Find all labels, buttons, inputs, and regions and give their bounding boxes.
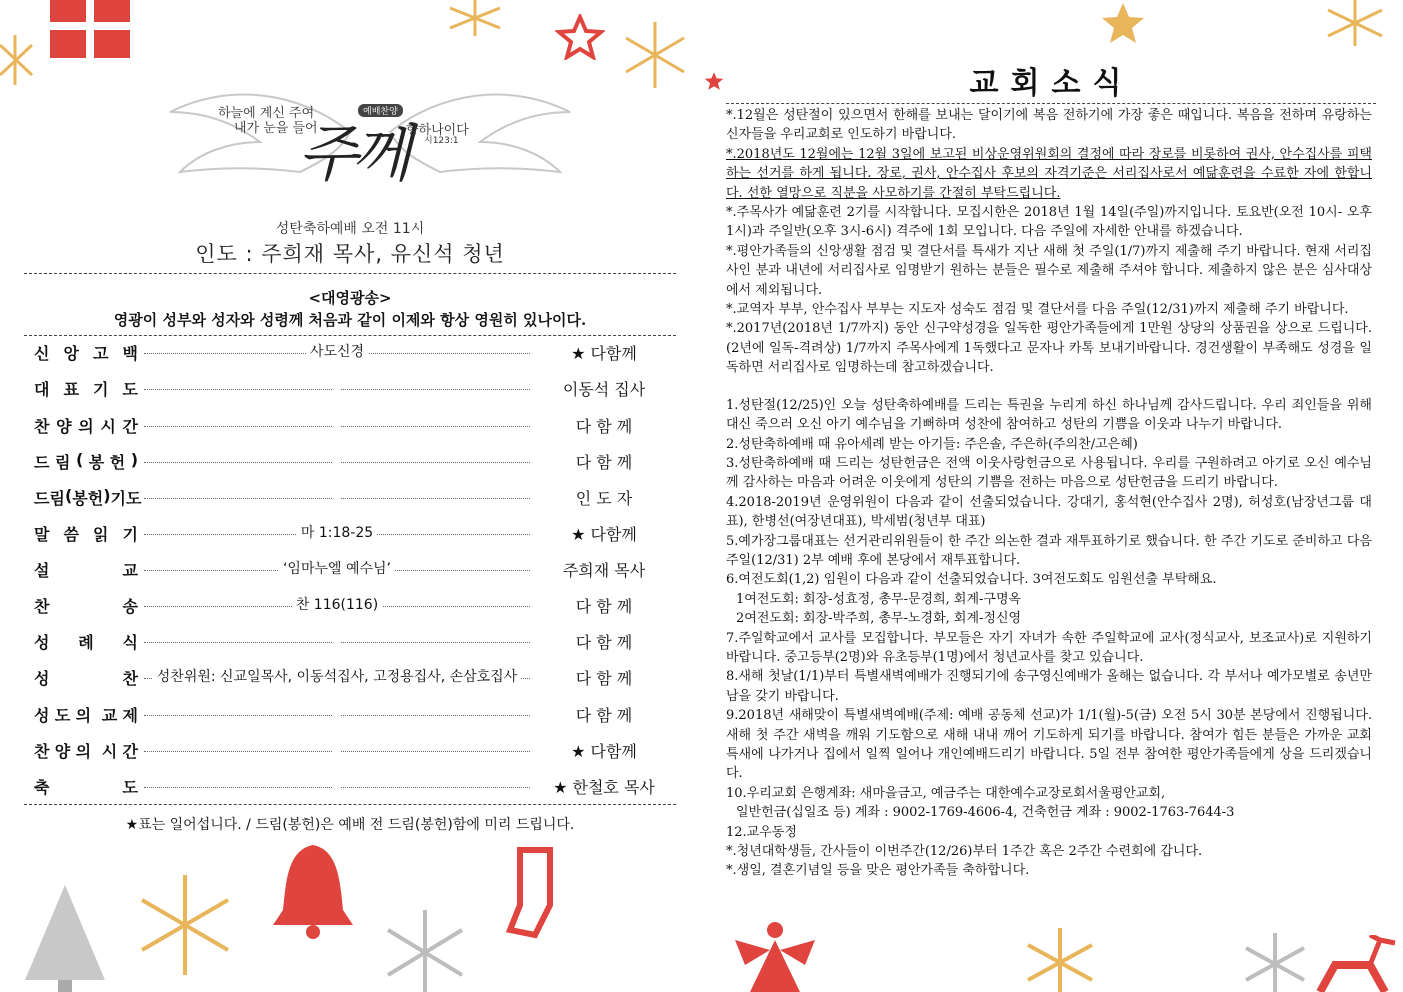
order-detail bbox=[144, 522, 530, 542]
order-row bbox=[34, 522, 674, 552]
divider bbox=[726, 103, 1376, 104]
order-detail bbox=[144, 341, 530, 361]
motto-line2: 내가 눈을 들어 bbox=[234, 121, 318, 136]
news-item: 2여전도회: 회장-박주희, 총무-노경화, 회계-정신영 bbox=[736, 611, 1022, 627]
order-responsible: 인 도 자 bbox=[575, 489, 633, 508]
order-detail bbox=[144, 666, 530, 686]
order-label: 성 례 식 bbox=[34, 633, 138, 652]
service-time: 성탄축하예배 오전 11시 bbox=[275, 221, 425, 237]
news-item: 9.2018년 새해맞이 특별새벽예배(주제: 예배 공동체 선교)가 1/1(월)-5(금) 오전 5시 30분 본당에서 진행됩니다. 새해 첫 주간 새벽을 깨워 기도함으로 새해 내내 깨어 기도하게 되기를 바랍니다. 참여가 힘든 분들은 가까운 교회 특새에 나가거나 집에서 일찍 일어나 개인예배드리기 바랍니다. 5일 전부 참여한 평안가족들에게 상을 드리겠습니다. bbox=[726, 708, 1372, 782]
news-item: 7.주일학교에서 교사를 모집합니다. 부모들은 자기 자녀가 속한 주일학교에 교사(정식교사, 보조교사)로 지원하기 바랍니다. 중고등부(2명)와 유초등부(1명)에서 청년교사를 찾고 있습니다. bbox=[726, 630, 1372, 665]
order-responsible: ★ 다함께 bbox=[571, 525, 637, 544]
footer-note: ★표는 일어섭니다. / 드림(봉헌)은 예배 전 드림(봉헌)함에 미리 드립니다. bbox=[125, 817, 575, 833]
motto-line3: 향하나이다 bbox=[406, 123, 469, 138]
service-lead: 인도 : 주희재 목사, 유신석 청년 bbox=[195, 242, 505, 266]
order-detail-text bbox=[333, 703, 341, 719]
order-label: 성 도 의 교 제 bbox=[34, 706, 138, 725]
order-responsible: 이동석 집사 bbox=[562, 380, 646, 399]
order-row bbox=[34, 558, 674, 588]
order-label: 드 림 ( 봉 헌 ) 기 도 bbox=[34, 486, 142, 508]
order-detail-text bbox=[333, 414, 341, 430]
news-item: *.2018년도 12월에는 12월 3일에 보고된 비상운영위원회의 결정에 따라 장로를 비롯하여 권사, 안수집사를 피택하는 선거를 하게 됩니다. 장로, 권사, 안수집사 후보의 자격기준은 서리집사로서 예닮훈련을 수료한 자에 한합니다. 선한 열망으로 직분을 사모하기를 간절히 부탁드립니다. bbox=[726, 146, 1372, 201]
doxology-title: <대영광송> bbox=[308, 289, 392, 307]
order-row bbox=[34, 775, 674, 805]
order-detail bbox=[144, 775, 530, 791]
order-detail bbox=[144, 377, 530, 393]
news-list bbox=[726, 106, 1372, 881]
order-detail-text: 마 1:18-25 bbox=[297, 525, 377, 541]
church-news-page bbox=[700, 0, 1403, 992]
order-responsible: 다 함 께 bbox=[575, 597, 633, 616]
order-row bbox=[34, 377, 674, 407]
news-item: *.12월은 성탄절이 있으면서 한해를 보내는 달이기에 복음 전하기에 가장 좋은 때입니다. 복음을 전하며 유랑하는 신자들을 우리교회로 인도하기 바랍니다. bbox=[726, 108, 1372, 143]
logo-text: 주께 bbox=[298, 117, 406, 190]
order-label: 말 씀 읽 기 bbox=[34, 525, 138, 544]
divider bbox=[24, 804, 676, 805]
order-detail bbox=[144, 558, 530, 578]
order-detail bbox=[144, 630, 530, 646]
news-item: *.교역자 부부, 안수집사 부부는 지도자 성숙도 점검 및 결단서를 다음 주일(12/31)까지 제출해 주기 바랍니다. bbox=[726, 302, 1349, 318]
order-detail bbox=[144, 450, 530, 466]
motto-line1: 하늘에 계신 주여 bbox=[218, 106, 315, 121]
worship-order-page bbox=[0, 0, 700, 992]
news-item: 1.성탄절(12/25)인 오늘 성탄축하예배를 드리는 특권을 누리게 하신 하나님께 감사드립니다. 우리 죄인들을 위해 대신 죽으러 오신 아기 예수님을 기뻐하며 성찬에 참여하고 성탄의 기쁨을 이웃과 나누기 바랍니다. bbox=[726, 397, 1372, 433]
news-item: *.주목사가 예닮훈련 2기를 시작합니다. 모집시한은 2018년 1월 14일(주일)까지입니다. 토요반(오전 10시- 오후 1시)과 주일반(오후 3시-6시) 격주에 1회 모입니다. 다음 주일에 자세한 안내를 하겠습니다. bbox=[726, 205, 1372, 240]
divider bbox=[24, 273, 676, 274]
order-row bbox=[34, 414, 674, 444]
order-row bbox=[34, 341, 674, 371]
order-row bbox=[34, 630, 674, 660]
order-label: 드 림 ( 봉 헌 ) bbox=[34, 450, 138, 472]
order-responsible: ★ 다함께 bbox=[571, 344, 637, 363]
order-label: 성 찬 bbox=[34, 669, 138, 688]
news-item: *.청년대학생들, 간사들이 이번주간(12/26)부터 1주간 혹은 2주간 수련회에 갑니다. bbox=[726, 844, 1203, 860]
news-item: 8.새해 첫날(1/1)부터 특별새벽예배가 진행되기에 송구영신예배가 올해는 없습니다. 각 부서나 예가모별로 송년만남을 갖기 바랍니다. bbox=[726, 669, 1372, 704]
news-title: 교회소식 bbox=[969, 66, 1134, 101]
order-detail bbox=[144, 414, 530, 430]
order-label: 찬 송 bbox=[34, 597, 138, 616]
order-row bbox=[34, 486, 674, 516]
order-label: 대 표 기 도 bbox=[34, 380, 138, 399]
order-label: 설 교 bbox=[34, 561, 138, 580]
order-detail-text: 성찬위원: 신교일목사, 이동석집사, 고정용집사, 손삼호집사 bbox=[153, 669, 521, 685]
news-item: 10.우리교회 은행계좌: 새마을금고, 예금주는 대한예수교장로회서울평안교회, bbox=[726, 785, 1166, 801]
order-detail-text bbox=[333, 775, 341, 791]
order-responsible: 다 함 께 bbox=[575, 453, 633, 472]
order-responsible: ★ 다함께 bbox=[571, 742, 637, 761]
order-responsible: 다 함 께 bbox=[575, 669, 633, 688]
order-detail-text bbox=[333, 739, 341, 755]
news-item: 3.성탄축하예배 때 드리는 성탄헌금은 전액 이웃사랑헌금으로 사용됩니다. 우리를 구원하려고 아기로 오신 예수님께 감사하는 마음과 어려운 이웃에게 성탄의 기쁨을 전하는 마음으로 성탄헌금을 드리기 바랍니다. bbox=[726, 455, 1372, 491]
order-responsible: ★ 한철호 목사 bbox=[553, 778, 655, 797]
news-item: *.생일, 결혼기념일 등을 맞은 평안가족들 축하합니다. bbox=[726, 863, 1030, 879]
order-detail bbox=[144, 486, 530, 502]
divider bbox=[24, 335, 676, 336]
news-item: 6.여전도회(1,2) 임원이 다음과 같이 선출되었습니다. 3여전도회도 임원선출 부탁해요. bbox=[726, 572, 1217, 588]
order-responsible: 다 함 께 bbox=[575, 633, 633, 652]
order-responsible: 주희재 목사 bbox=[562, 561, 646, 580]
order-detail-text: ‘임마누엘 예수님’ bbox=[279, 561, 395, 577]
order-label: 찬 양 의 시 간 bbox=[34, 417, 138, 436]
news-item: *.2017년(2018년 1/7까지) 동안 신구약성경을 일독한 평안가족들에게 1만원 상당의 상품권을 상으로 드립니다.(2년에 일독-격려상) 1/7까지 주목사에게 1독했다고 문자나 카톡 보내기바랍니다. 경건생활이 부족해도 성경을 일독하면 서리집사로 임명하는데 참고하겠습니다. bbox=[726, 321, 1372, 376]
order-label: 찬 양 의 시 간 bbox=[34, 742, 138, 761]
order-row bbox=[34, 594, 674, 624]
order-detail-text: 찬 116(116) bbox=[292, 597, 382, 613]
order-row bbox=[34, 450, 674, 480]
news-item: 2.성탄축하예배 때 유아세례 받는 아기들: 주은솔, 주은하(주의찬/고은혜) bbox=[726, 436, 1138, 452]
order-detail-text: 사도신경 bbox=[306, 344, 368, 360]
order-detail bbox=[144, 739, 530, 755]
order-responsible: 다 함 께 bbox=[575, 417, 633, 436]
order-detail-text bbox=[333, 486, 341, 502]
order-responsible: 다 함 께 bbox=[575, 706, 633, 725]
news-item: 1여전도회: 회장-성효정, 총무-문경희, 회계-구명옥 bbox=[736, 591, 1022, 607]
order-detail bbox=[144, 594, 530, 614]
order-label: 신 앙 고 백 bbox=[34, 344, 138, 363]
doxology-text: 영광이 성부와 성자와 성령께 처음과 같이 이제와 항상 영원히 있나이다. bbox=[113, 311, 587, 329]
order-detail bbox=[144, 703, 530, 719]
news-item: 5.예가장그룹대표는 선거관리위원들이 한 주간 의논한 결과 재투표하기로 했습니다. 한 주간 기도로 준비하고 다음 주일(12/31) 2부 예배 후에 본당에서 재투표합니다. bbox=[726, 533, 1372, 568]
order-row bbox=[34, 703, 674, 733]
order-row bbox=[34, 666, 674, 696]
news-item: 12.교우동정 bbox=[726, 824, 797, 840]
order-detail-text bbox=[333, 450, 341, 466]
order-detail-text bbox=[333, 630, 341, 646]
order-label: 축 도 bbox=[34, 778, 138, 797]
news-item: 4.2018-2019년 운영위원이 다음과 같이 선출되었습니다. 강대기, 홍석현(안수집사 2명), 허성호(남장년그룹 대표), 한병선(여장년대표), 박세범(청년부 대표) bbox=[726, 494, 1372, 530]
news-item: *.평안가족들의 신앙생활 점검 및 결단서를 특새가 지난 새해 첫 주일(1/7)까지 제출해 주기 바랍니다. 현재 서리집사인 분과 내년에 서리집사로 임명받기 원하는 분들은 필수로 제출해 주셔야 합니다. 제출하지 않은 분은 심사대상에서 제외됩니다. bbox=[726, 243, 1372, 298]
news-item: 일반헌금(십일조 등) 계좌 : 9002-1769-4606-4, 건축헌금 계좌 : 9002-1763-7644-3 bbox=[736, 805, 1235, 821]
order-row bbox=[34, 739, 674, 769]
motto-reference: 시123:1 bbox=[424, 136, 459, 146]
logo-badge: 예배찬양 bbox=[358, 104, 403, 117]
order-detail-text bbox=[333, 377, 341, 393]
